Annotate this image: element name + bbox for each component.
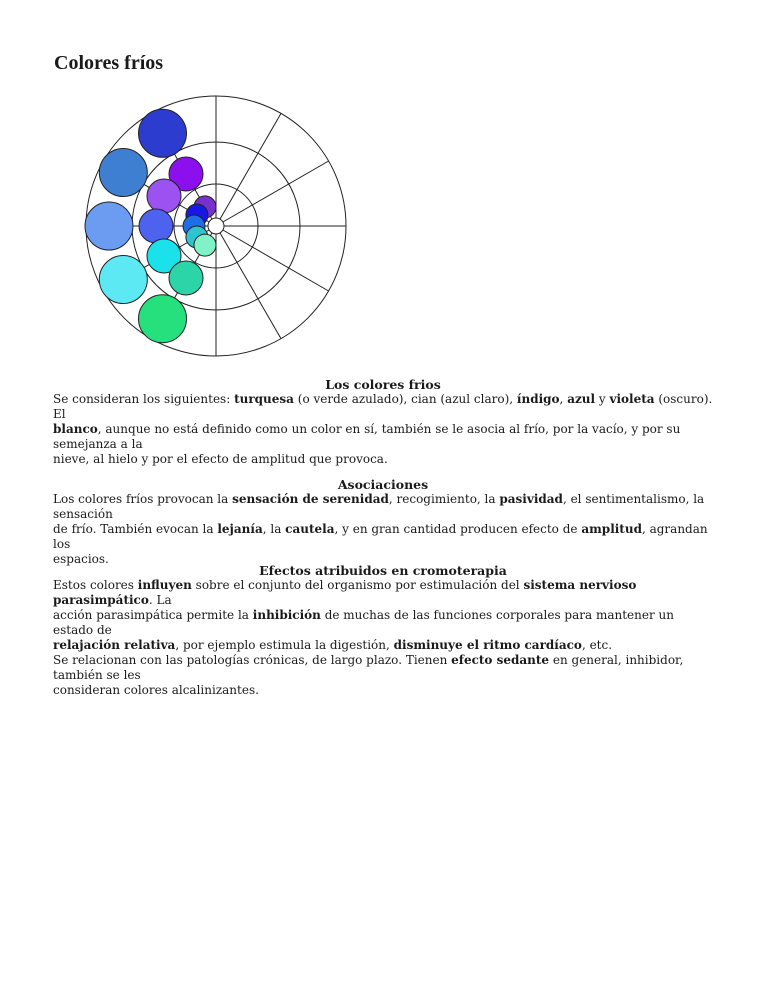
section-body [53,392,713,467]
text-line [53,492,713,522]
text-line [53,452,713,467]
wheel-spoke [220,113,281,219]
text-line [53,422,713,452]
text-line [53,608,713,638]
color-dot [139,295,187,343]
text-run: , aunque no está definido como un color en sí, también se le asocia al frío, por la vacío, y por su semejanza a la [53,422,681,451]
text-run: , recogimiento, la [388,492,500,506]
bold-run: inhibición [252,608,321,622]
bold-run: amplitud [581,522,642,536]
text-line [53,522,713,552]
bold-run: pasividad [499,492,563,506]
color-dot [99,256,147,304]
wheel-spoke [223,161,329,222]
text-run: espacios. [53,552,109,566]
section-body [53,492,713,567]
text-line [53,683,713,698]
text-line [53,578,713,608]
bold-run: cautela [285,522,335,536]
text-run: sobre el conjunto del organismo por estimulación del [191,578,524,592]
bold-run: lejanía [217,522,263,536]
text-run: , etc. [581,638,613,652]
text-run: . La [148,593,172,607]
wheel-ring [208,218,224,234]
text-run: en general, inhibidor, también se les [53,653,684,682]
bold-run: influyen [137,578,192,592]
bold-run: azul [567,392,596,406]
bold-run: efecto sedante [451,653,550,667]
section-associations [53,477,713,567]
wheel-spoke [220,233,281,339]
text-run: Estos colores [53,578,138,592]
text-run: , la [262,522,286,536]
text-run: , por ejemplo estimula la digestión, [175,638,394,652]
text-run: (oscuro). El [53,392,713,421]
text-run: , [559,392,568,406]
color-dot [169,261,203,295]
text-run: , y en gran cantidad producen efecto de [334,522,582,536]
bold-run: turquesa [234,392,294,406]
text-run: acción parasimpática permite la [53,608,253,622]
bold-run: índigo [516,392,560,406]
section-cold-colors [53,377,713,467]
color-dot [194,234,216,256]
text-run: , el sentimentalismo, la sensación [53,492,705,521]
color-dot [85,202,133,250]
color-dot [147,179,181,213]
color-dot [139,209,173,243]
text-line [53,638,713,653]
bold-run: blanco [53,422,98,436]
bold-run: relajación relativa [53,638,176,652]
wheel-spoke [223,230,329,291]
section-heading: Asociaciones [337,477,429,492]
page-title: Colores fríos [54,52,164,74]
text-run: de muchas de las funciones corporales para mantener un estado de [53,608,674,637]
color-dot [139,109,187,157]
section-body [53,578,713,698]
text-run: , agrandan los [53,522,708,551]
text-run: Se consideran los siguientes: [53,392,235,406]
bold-run: sistema nervioso parasimpático [53,578,637,607]
section-heading: Los colores frios [325,377,441,392]
section-heading: Efectos atribuidos en cromoterapia [259,563,507,578]
text-run: consideran colores alcalinizantes. [53,683,259,697]
text-line [53,392,713,422]
text-run: nieve, al hielo y por el efecto de amplitud que provoca. [53,452,388,466]
text-run: Se relacionan con las patologías crónicas, de largo plazo. Tienen [53,653,452,667]
text-run: (o verde azulado), cian (azul claro), [293,392,517,406]
bold-run: disminuye el ritmo cardíaco [393,638,582,652]
text-run: de frío. También evocan la [53,522,218,536]
bold-run: sensación de serenidad [232,492,389,506]
color-dot [99,149,147,197]
cool-colors-wheel-figure [52,84,352,366]
text-line [53,653,713,683]
text-run: y [595,392,610,406]
text-run: Los colores fríos provocan la [53,492,233,506]
section-chromotherapy [53,563,713,698]
bold-run: violeta [609,392,655,406]
